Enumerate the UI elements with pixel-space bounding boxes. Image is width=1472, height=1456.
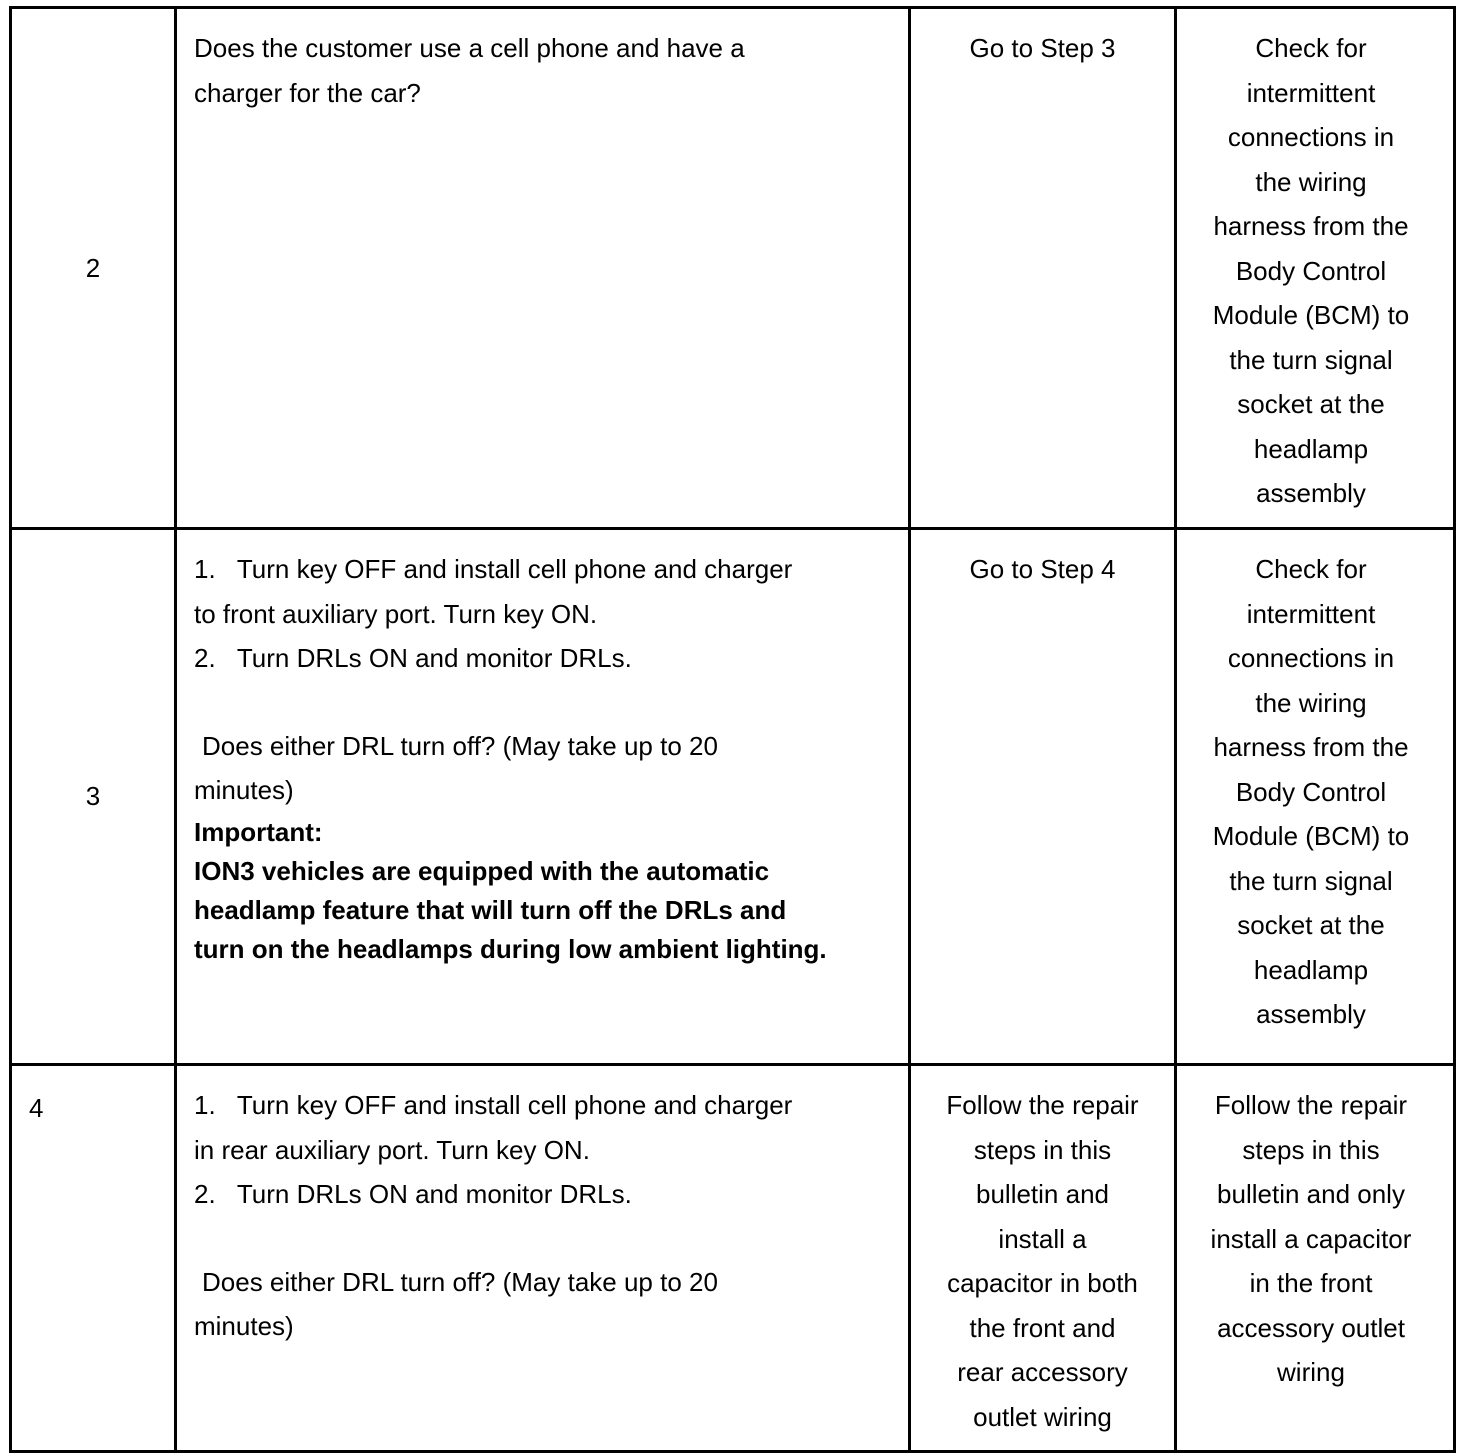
no-result: install a capacitor: [1210, 1223, 1412, 1254]
question-text: Does either DRL turn off? (May take up to 20: [202, 730, 718, 761]
step-number: 2: [85, 252, 101, 283]
no-cell: [1176, 1065, 1455, 1452]
yes-result: Follow the repair: [946, 1090, 1139, 1120]
no-result: steps in this: [1242, 1134, 1380, 1165]
yes-cell: [910, 1065, 1176, 1452]
question-text: minutes): [194, 1311, 294, 1341]
important-label: Important:: [194, 816, 323, 847]
no-result: intermittent: [1246, 77, 1376, 108]
yes-result: Go to Step 4: [969, 554, 1116, 584]
table-row: [11, 529, 1455, 1065]
no-result: Body Control: [1235, 255, 1387, 286]
no-result: Follow the repair: [1214, 1090, 1408, 1120]
yes-result: steps in this: [973, 1134, 1112, 1165]
no-result: accessory outlet: [1217, 1312, 1405, 1343]
action-text: to front auxiliary port. Turn key ON.: [194, 598, 598, 629]
diagnostic-table: [9, 6, 1456, 1453]
step-number-cell: [11, 8, 176, 529]
important-text: headlamp feature that will turn off the DRLs and: [194, 894, 787, 925]
no-result: in the front: [1249, 1268, 1373, 1298]
step-number-cell: [11, 529, 176, 1065]
action-text: Turn DRLs ON and monitor DRLs.: [236, 1179, 632, 1209]
no-result: harness from the: [1213, 732, 1409, 762]
no-result: socket at the: [1237, 910, 1385, 940]
no-result: Check for: [1255, 554, 1367, 584]
yes-result: install a: [998, 1223, 1087, 1254]
list-number: 2.: [194, 1179, 216, 1209]
no-result: connections in: [1227, 643, 1395, 673]
list-item: [194, 1172, 888, 1217]
no-cell: [1176, 529, 1455, 1065]
no-result: assembly: [1256, 478, 1366, 508]
action-text: Does the customer use a cell phone and have a: [194, 33, 745, 63]
no-result: harness from the: [1213, 211, 1409, 241]
no-result: bulletin and only: [1217, 1179, 1405, 1209]
action-cell: [176, 8, 910, 529]
action-text: charger for the car?: [194, 77, 421, 108]
list-number: 1.: [194, 1090, 216, 1120]
yes-result: the front and: [969, 1312, 1116, 1343]
no-result: assembly: [1256, 999, 1366, 1029]
important-text: turn on the headlamps during low ambient lighting.: [194, 933, 827, 964]
list-number: 2.: [194, 643, 216, 673]
list-item: [194, 547, 888, 592]
action-text: in rear auxiliary port. Turn key ON.: [194, 1134, 590, 1165]
action-cell: [176, 529, 910, 1065]
question-text: Does either DRL turn off? (May take up to 20: [202, 1266, 718, 1297]
step-number: 4: [29, 1093, 44, 1123]
no-result: headlamp: [1253, 954, 1369, 985]
question-text: minutes): [194, 775, 294, 805]
no-result: the turn signal: [1229, 344, 1393, 375]
no-result: Module (BCM) to: [1212, 300, 1410, 330]
no-result: socket at the: [1237, 389, 1385, 419]
no-result: wiring: [1277, 1357, 1345, 1387]
no-result: intermittent: [1246, 598, 1376, 629]
no-result: the wiring: [1255, 687, 1367, 718]
list-item: [194, 1083, 888, 1128]
yes-result: capacitor in both: [947, 1268, 1138, 1298]
action-text: Turn DRLs ON and monitor DRLs.: [236, 643, 632, 673]
list-item: [194, 636, 888, 681]
action-text: Turn key OFF and install cell phone and charger: [236, 554, 793, 584]
step-number: 3: [85, 781, 101, 812]
no-result: headlamp: [1253, 433, 1369, 464]
action-text: Turn key OFF and install cell phone and charger: [236, 1090, 793, 1120]
yes-cell: [910, 529, 1176, 1065]
yes-result: Go to Step 3: [969, 33, 1116, 63]
no-result: Body Control: [1235, 776, 1387, 807]
no-result: connections in: [1227, 122, 1395, 152]
yes-result: bulletin and: [976, 1179, 1109, 1209]
yes-result: outlet wiring: [973, 1401, 1112, 1432]
table-row: [11, 8, 1455, 529]
important-note: [194, 813, 888, 969]
no-result: Module (BCM) to: [1212, 821, 1410, 851]
no-result: Check for: [1255, 33, 1367, 63]
table-row: [11, 1065, 1455, 1452]
no-result: the turn signal: [1229, 865, 1393, 896]
no-cell: [1176, 8, 1455, 529]
yes-result: rear accessory: [957, 1357, 1128, 1387]
list-number: 1.: [194, 554, 216, 584]
yes-cell: [910, 8, 1176, 529]
action-cell: [176, 1065, 910, 1452]
no-result: the wiring: [1255, 166, 1367, 197]
step-number-cell: [11, 1065, 176, 1452]
important-text: ION3 vehicles are equipped with the automatic: [194, 855, 770, 886]
